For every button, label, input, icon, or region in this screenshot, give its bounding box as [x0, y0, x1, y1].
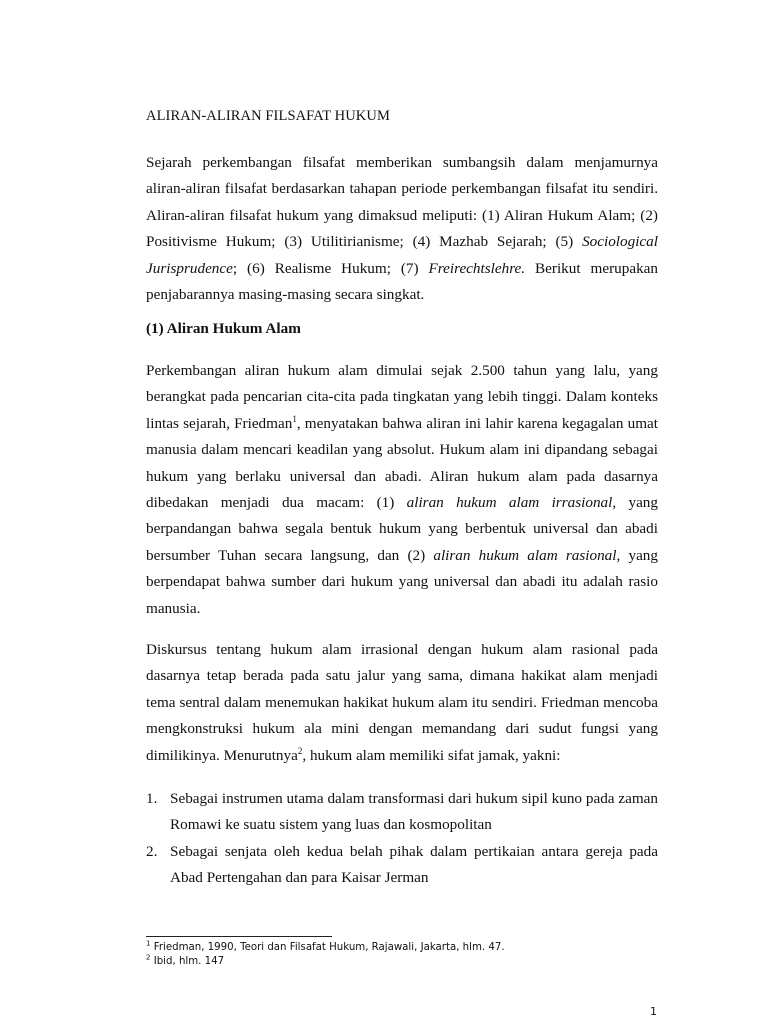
footnote-text: Friedman, 1990, Teori dan Filsafat Hukum, Rajawali, Jakarta, hlm. 47. [150, 942, 505, 953]
paragraph-2 [146, 637, 658, 769]
para2-text-1: Diskursus tentang hukum alam irrasional dengan hukum alam rasional pada dasarnya tetap berada pada satu jalur yang sama, dimana hakikat alam menjadi tema sentral dalam menemukan hakikat hukum alam itu sendiri. Friedman mencoba mengkonstruksi hukum ala mini dengan memandang dari sudut fungsi yang dimilikinya. Menurutnya [146, 641, 658, 764]
intro-italic-1: Sociological Jurisprudence [146, 233, 658, 277]
list-item [146, 786, 658, 839]
page-title: ALIRAN-ALIRAN FILSAFAT HUKUM [146, 108, 390, 124]
para1-text-2: , menyatakan bahwa aliran ini lahir karena kegagalan umat manusia dalam mencari keadilan yang absolut. Hukum alam ini dipandang sebagai hukum yang berlaku universal dan abadi. Aliran hukum alam pada dasarnya dibedakan menjadi dua macam: (1) [146, 414, 658, 512]
para1-text-4: , yang berpendapat bahwa sumber dari hukum yang universal dan abadi itu adalah rasio manusia. [146, 546, 658, 617]
footnotes [146, 941, 505, 968]
para1-text-3: , yang berpandangan bahwa segala bentuk hukum yang berbentuk universal dan abadi bersumber Tuhan secara langsung, dan (2) [146, 494, 658, 564]
footnote-1 [146, 941, 505, 955]
footnote-2 [146, 955, 505, 969]
para1-italic-1: aliran hukum alam irrasional [406, 494, 613, 512]
list-item-text: Sebagai senjata oleh kedua belah pihak dalam pertikaian antara gereja pada Abad Pertengahan dan para Kaisar Jerman [170, 842, 658, 887]
para1-text-1: Perkembangan aliran hukum alam dimulai sejak 2.500 tahun yang lalu, yang berangkat pada pencarian cita-cita pada tingkatan yang lebih tinggi. Dalam konteks lintas sejarah, Friedman [146, 362, 658, 432]
intro-text-2: ; (6) Realisme Hukum; (7) [232, 259, 429, 277]
section-heading: (1) Aliran Hukum Alam [146, 320, 301, 337]
intro-text-3: Berikut merupakan penjabarannya masing-masing secara singkat. [146, 259, 658, 304]
footnote-text: Ibid, hlm. 147 [150, 955, 225, 967]
list-item-text: Sebagai instrumen utama dalam transformasi dari hukum sipil kuno pada zaman Romawi ke suatu sistem yang luas dan kosmopolitan [170, 790, 658, 834]
list-item [146, 839, 658, 892]
intro-paragraph [146, 150, 658, 308]
numbered-list [146, 786, 658, 892]
para2-text-2: , hukum alam memiliki sifat jamak, yakni: [302, 746, 561, 764]
intro-italic-2: Freirechtslehre. [428, 259, 526, 277]
footnote-divider [146, 936, 332, 937]
footnote-mark: 2 [146, 953, 151, 962]
para1-italic-2: aliran hukum alam rasional [433, 546, 617, 564]
footnote-mark: 1 [146, 939, 151, 948]
footnote-ref-2[interactable]: 2 [297, 745, 303, 756]
paragraph-1 [146, 358, 658, 622]
page-number: 1 [650, 1005, 657, 1018]
list-item-number: 2. [146, 842, 158, 860]
list-item-number: 1. [146, 790, 158, 807]
footnote-ref-1[interactable]: 1 [292, 413, 297, 424]
intro-text-1: Sejarah perkembangan filsafat memberikan sumbangsih dalam menjamurnya aliran-aliran filsafat berdasarkan tahapan periode perkembangan filsafat itu sendiri. Aliran-aliran filsafat hukum yang dimaksud meliputi: (1) Aliran Hukum Alam; (2) Positivisme Hukum; (3) Utilitirianisme; (4) Mazhab Sejarah; (5) [146, 154, 658, 251]
